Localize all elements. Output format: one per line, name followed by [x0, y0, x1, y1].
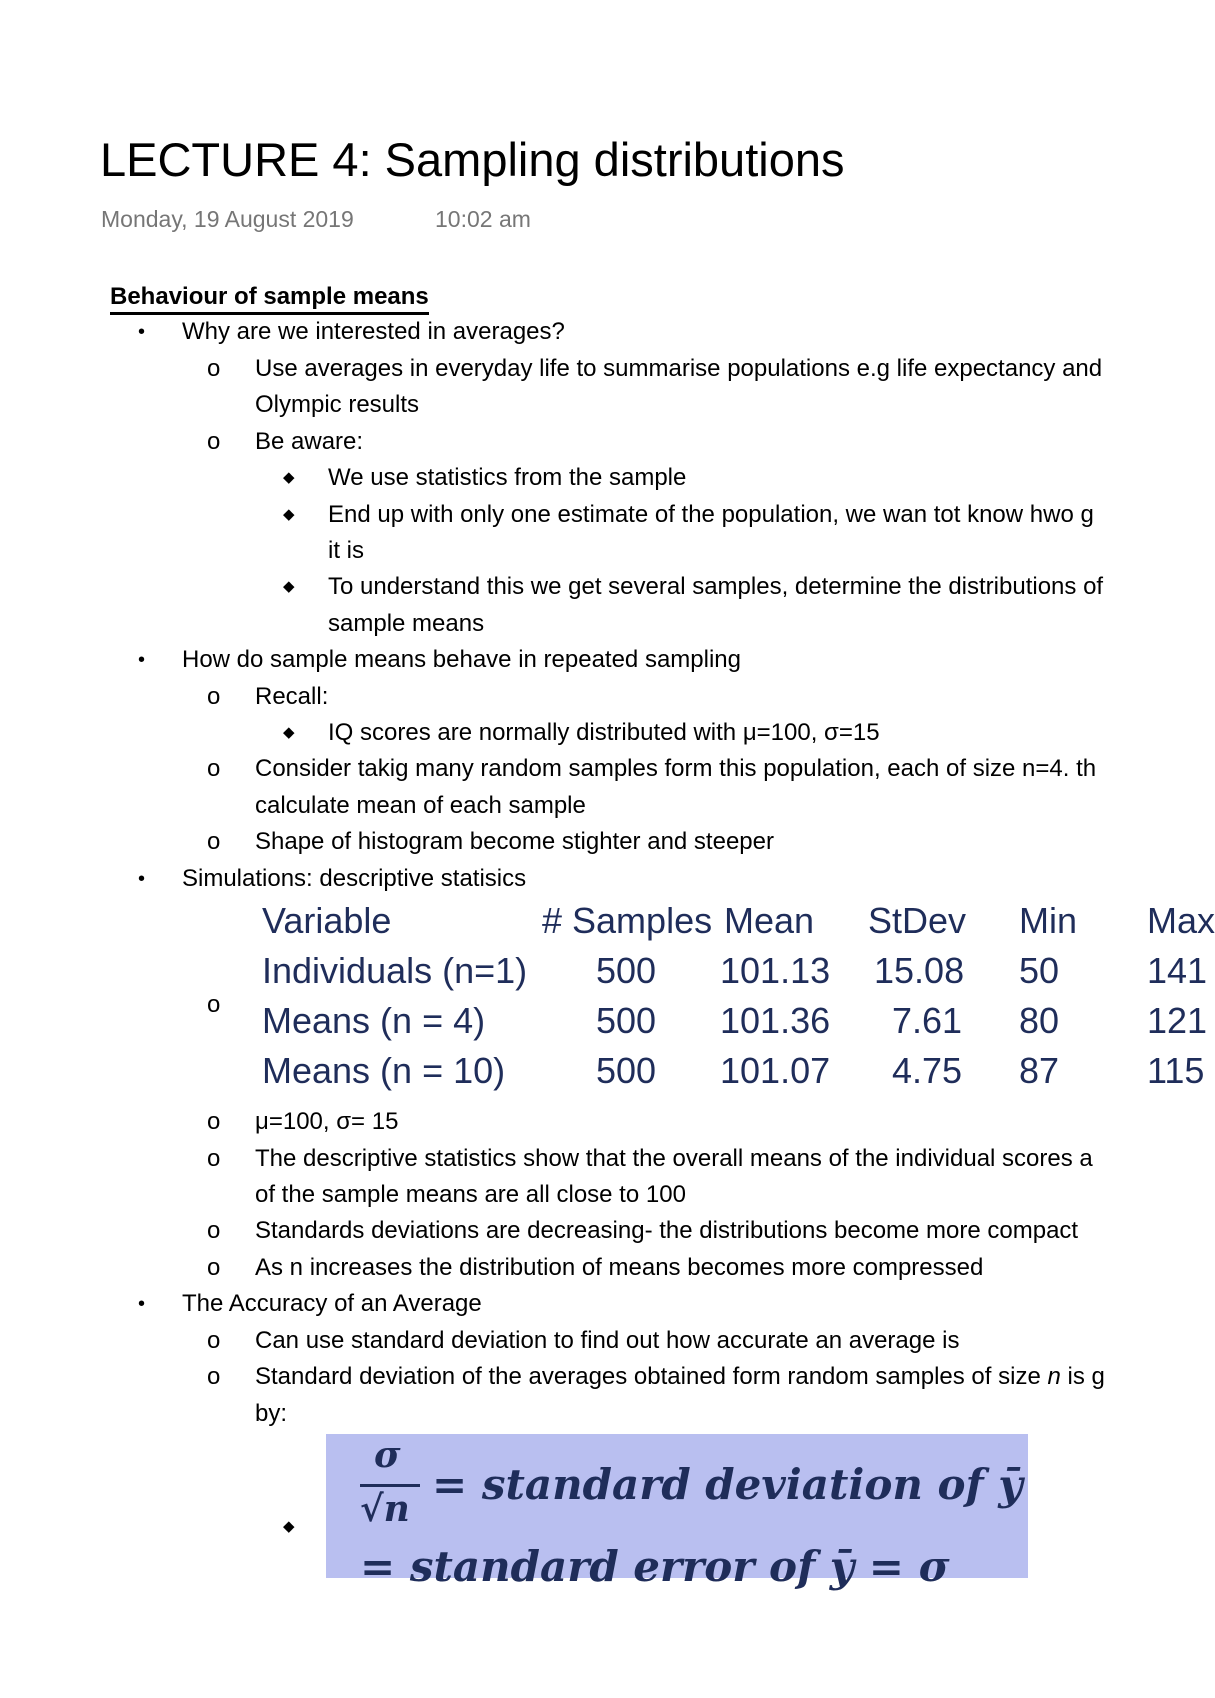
list-item: Use averages in everyday life to summarise populations e.g life expectancy and	[255, 355, 1103, 382]
list-item	[255, 1362, 1105, 1392]
text-run: Standard deviation of the averages obtained form random samples of size	[255, 1363, 1048, 1390]
diamond-marker: ◆	[283, 1518, 295, 1535]
circle-marker: o	[207, 683, 221, 710]
list-item: Shape of histogram become stighter and steeper	[255, 828, 774, 855]
table-cell: 101.07	[720, 1050, 831, 1091]
table-header-cell: Max	[1147, 900, 1215, 941]
table-cell: 500	[596, 950, 657, 991]
list-item-continuation: Olympic results	[255, 391, 420, 418]
table-header-cell: Min	[1019, 900, 1078, 941]
table-cell: 101.36	[720, 1000, 831, 1041]
list-item-continuation: calculate mean of each sample	[255, 792, 586, 819]
list-item: Can use standard deviation to find out how accurate an average is	[255, 1327, 960, 1354]
list-item-continuation: it is	[328, 537, 364, 564]
list-item: How do sample means behave in repeated sampling	[182, 646, 741, 673]
list-item-continuation: sample means	[328, 610, 485, 637]
circle-marker: o	[207, 1363, 221, 1390]
table-cell: 4.75	[892, 1050, 963, 1091]
diamond-marker: ◆	[283, 578, 295, 595]
list-item: Consider takig many random samples form this population, each of size n=4. th	[255, 755, 1097, 782]
table-header-cell: # Samples	[542, 900, 713, 941]
table-header-cell: Variable	[262, 900, 392, 941]
formula-line-1: = standard deviation of ȳ	[432, 1460, 1023, 1509]
table-cell: 500	[596, 1000, 657, 1041]
formula-numerator: σ	[374, 1434, 401, 1476]
bullet-marker: •	[138, 1293, 146, 1315]
diamond-marker: ◆	[283, 506, 295, 523]
table-cell: 101.13	[720, 950, 831, 991]
bullet-marker: •	[138, 868, 146, 890]
table-cell: 15.08	[874, 950, 965, 991]
circle-marker: o	[207, 1145, 221, 1172]
list-item: We use statistics from the sample	[328, 464, 687, 491]
circle-marker: o	[207, 355, 221, 382]
list-item: To understand this we get several samples, determine the distributions of	[328, 573, 1104, 600]
circle-marker: o	[207, 1327, 221, 1354]
text-run: is g	[1060, 1363, 1105, 1390]
table-cell: 141	[1147, 950, 1208, 991]
list-item: Why are we interested in averages?	[182, 318, 565, 345]
table-cell: 87	[1019, 1050, 1060, 1091]
formula-line-2: = standard error of ȳ = σ	[360, 1542, 950, 1591]
formula-image	[326, 1434, 1028, 1591]
page-date: Monday, 19 August 2019	[101, 206, 354, 232]
table-cell: 115	[1147, 1050, 1205, 1091]
italic-n: n	[1047, 1363, 1061, 1390]
table-cell: 50	[1019, 950, 1060, 991]
table-cell: Means (n = 10)	[262, 1050, 506, 1091]
circle-marker: o	[207, 828, 221, 855]
list-item: Be aware:	[255, 428, 364, 455]
formula-denominator: √n	[360, 1488, 410, 1530]
table-cell: 500	[596, 1050, 657, 1091]
diamond-marker: ◆	[283, 469, 295, 486]
fraction-bar	[360, 1484, 420, 1487]
page-time: 10:02 am	[435, 206, 531, 232]
page-title: LECTURE 4: Sampling distributions	[100, 133, 845, 186]
list-item: Standards deviations are decreasing- the distributions become more compact	[255, 1217, 1079, 1244]
circle-marker: o	[207, 1217, 221, 1244]
table-cell: Means (n = 4)	[262, 1000, 486, 1041]
list-item: IQ scores are normally distributed with μ=100, σ=15	[328, 719, 880, 746]
list-item: As n increases the distribution of means becomes more compressed	[255, 1254, 984, 1281]
table-cell: 7.61	[892, 1000, 963, 1041]
list-item: The descriptive statistics show that the overall means of the individual scores a	[255, 1145, 1093, 1172]
bullet-marker: •	[138, 321, 146, 343]
list-item: μ=100, σ= 15	[255, 1108, 399, 1135]
circle-marker: o	[207, 428, 221, 455]
list-item: Recall:	[255, 683, 329, 710]
bullet-marker: •	[138, 649, 146, 671]
circle-marker: o	[207, 1108, 221, 1135]
list-item: End up with only one estimate of the population, we wan tot know hwo g	[328, 501, 1094, 528]
circle-marker: o	[207, 991, 221, 1018]
list-item-continuation: of the sample means are all close to 100	[255, 1181, 686, 1208]
section-heading: Behaviour of sample means	[110, 282, 429, 315]
list-item: Simulations: descriptive statisics	[182, 865, 527, 892]
list-item: The Accuracy of an Average	[182, 1290, 482, 1317]
table-header-cell: StDev	[868, 900, 967, 941]
table-cell: Individuals (n=1)	[262, 950, 528, 991]
circle-marker: o	[207, 1254, 221, 1281]
list-item-continuation: by:	[255, 1400, 288, 1427]
circle-marker: o	[207, 755, 221, 782]
table-cell: 80	[1019, 1000, 1060, 1041]
table-header-cell: Mean	[724, 900, 815, 941]
diamond-marker: ◆	[283, 724, 295, 741]
table-cell: 121	[1147, 1000, 1208, 1041]
